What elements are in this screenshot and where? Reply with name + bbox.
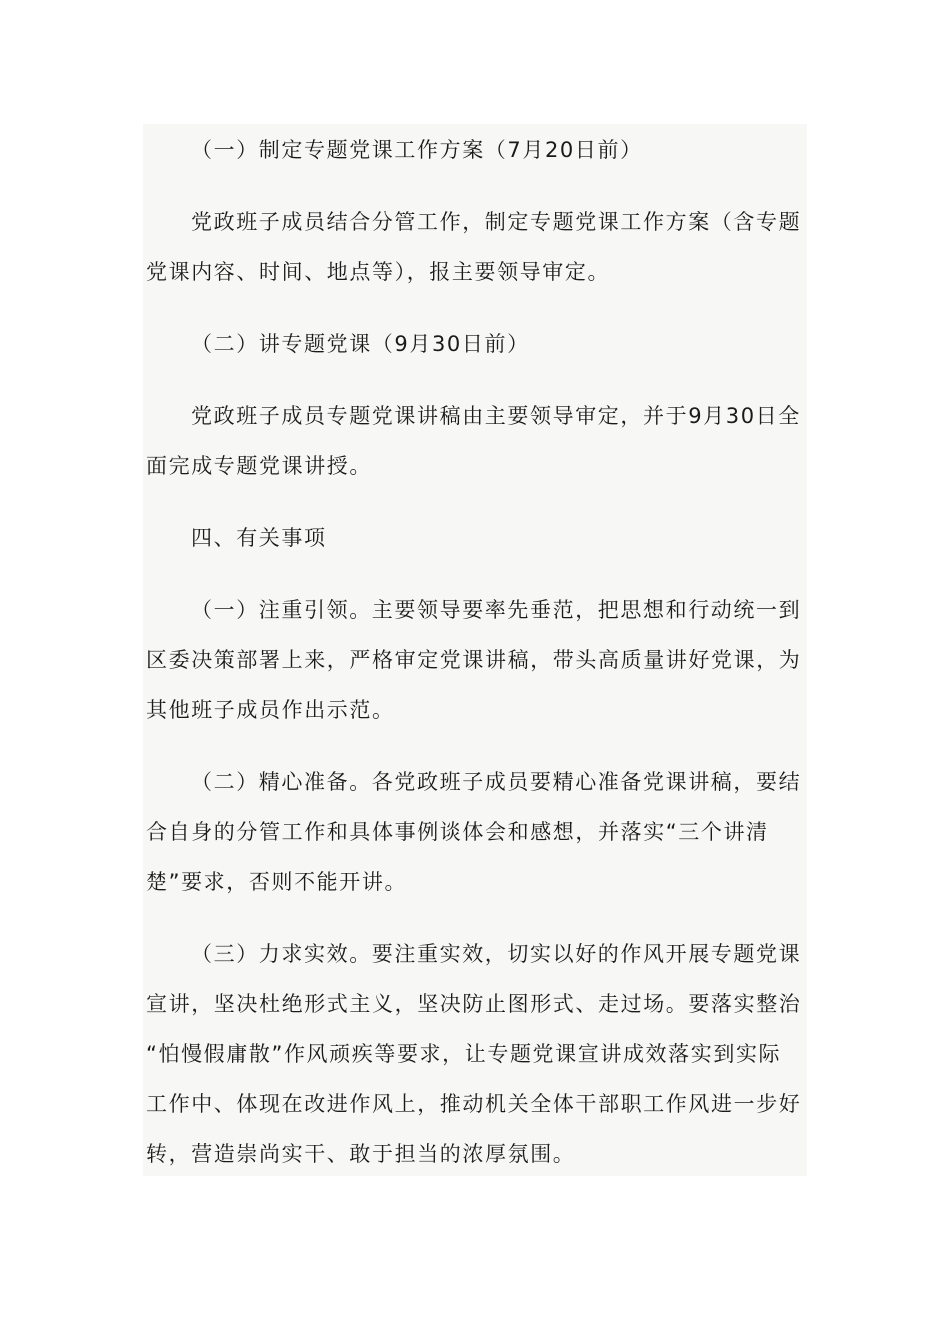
paragraph-line: 工作中、体现在改进作风上，推动机关全体干部职工作风进一步好 xyxy=(146,1092,802,1116)
section-heading-main: 四、有关事项 xyxy=(191,526,327,550)
section-heading-2: （二）讲专题党课（9月30日前） xyxy=(191,332,530,356)
paragraph-line: （二）精心准备。各党政班子成员要精心准备党课讲稿，要结 xyxy=(191,770,802,794)
paragraph-line: 其他班子成员作出示范。 xyxy=(146,698,395,722)
paragraph-line: 区委决策部署上来，严格审定党课讲稿，带头高质量讲好党课，为 xyxy=(146,648,802,672)
paragraph-line: 转，营造崇尚实干、敢于担当的浓厚氛围。 xyxy=(146,1142,576,1166)
paragraph-line: （三）力求实效。要注重实效，切实以好的作风开展专题党课 xyxy=(191,942,802,966)
paragraph-line: 党政班子成员结合分管工作，制定专题党课工作方案（含专题 xyxy=(191,210,802,234)
paragraph-line: 合自身的分管工作和具体事例谈体会和感想，并落实“三个讲清 xyxy=(146,820,769,844)
paragraph-line: 党课内容、时间、地点等），报主要领导审定。 xyxy=(146,260,611,284)
section-heading-1: （一）制定专题党课工作方案（7月20日前） xyxy=(191,138,643,162)
paragraph-line: （一）注重引领。主要领导要率先垂范，把思想和行动统一到 xyxy=(191,598,802,622)
paragraph-line: 党政班子成员专题党课讲稿由主要领导审定，并于9月30日全 xyxy=(191,404,801,428)
paragraph-line: 面完成专题党课讲授。 xyxy=(146,454,372,478)
paragraph-line: 楚”要求，否则不能开讲。 xyxy=(146,870,408,894)
paragraph-line: “怕慢假庸散”作风顽疾等要求，让专题党课宣讲成效落实到实际 xyxy=(146,1042,782,1066)
paragraph-line: 宣讲，坚决杜绝形式主义，坚决防止图形式、走过场。要落实整治 xyxy=(146,992,802,1016)
